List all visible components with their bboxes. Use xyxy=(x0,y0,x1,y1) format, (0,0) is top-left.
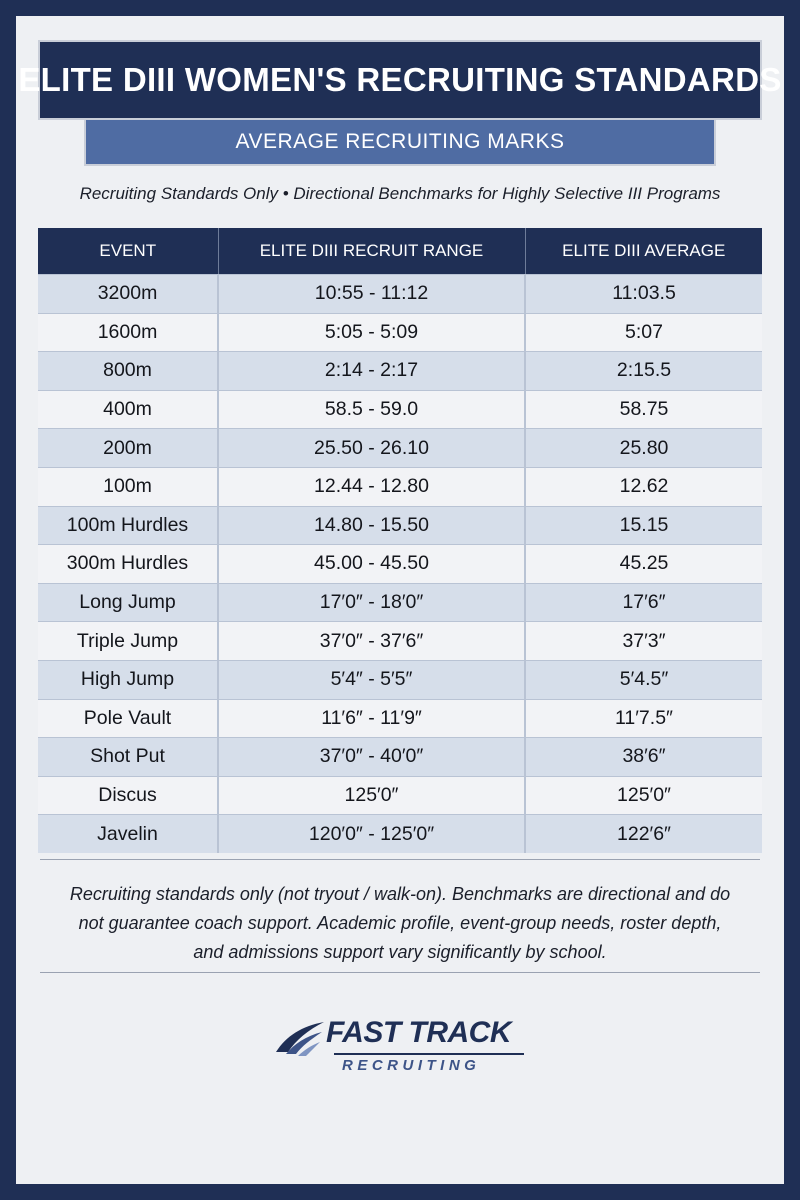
document-frame xyxy=(16,16,784,1184)
table-row xyxy=(38,545,762,584)
column-header-event: EVENT xyxy=(38,228,218,275)
disclaimer-text: Recruiting standards only (not tryout / walk-on). Benchmarks are directional and do not guarantee coach support. Academic profile, event-group needs, roster depth, and admissions support vary significantly by school. xyxy=(69,884,731,962)
event-cell: 800m xyxy=(38,352,218,391)
range-cell: 5′4″ - 5′5″ xyxy=(218,660,525,699)
range-cell: 11′6″ - 11′9″ xyxy=(218,699,525,738)
range-cell: 58.5 - 59.0 xyxy=(218,390,525,429)
page-title: ELITE DIII WOMEN'S RECRUITING STANDARDS xyxy=(38,40,762,120)
event-cell: High Jump xyxy=(38,660,218,699)
average-cell: 38′6″ xyxy=(525,738,762,777)
average-cell: 37′3″ xyxy=(525,622,762,661)
table-row xyxy=(38,467,762,506)
event-cell: 100m xyxy=(38,467,218,506)
average-cell: 125′0″ xyxy=(525,776,762,815)
table-row xyxy=(38,660,762,699)
range-cell: 14.80 - 15.50 xyxy=(218,506,525,545)
average-cell: 2:15.5 xyxy=(525,352,762,391)
table-row xyxy=(38,390,762,429)
average-cell: 58.75 xyxy=(525,390,762,429)
event-cell: Triple Jump xyxy=(38,622,218,661)
event-cell: Shot Put xyxy=(38,738,218,777)
event-cell: Long Jump xyxy=(38,583,218,622)
table-row xyxy=(38,583,762,622)
event-cell: 200m xyxy=(38,429,218,468)
tagline: Recruiting Standards Only • Directional Benchmarks for Highly Selective III Programs xyxy=(79,184,721,203)
logo-secondary-text: RECRUITING xyxy=(342,1057,481,1074)
table-row xyxy=(38,622,762,661)
average-cell: 5:07 xyxy=(525,313,762,352)
event-cell: 1600m xyxy=(38,313,218,352)
range-cell: 17′0″ - 18′0″ xyxy=(218,583,525,622)
event-cell: 400m xyxy=(38,390,218,429)
average-cell: 15.15 xyxy=(525,506,762,545)
range-cell: 25.50 - 26.10 xyxy=(218,429,525,468)
divider-top xyxy=(40,859,760,860)
table-row xyxy=(38,776,762,815)
range-cell: 10:55 - 11:12 xyxy=(218,275,525,314)
range-cell: 37′0″ - 40′0″ xyxy=(218,738,525,777)
average-cell: 17′6″ xyxy=(525,583,762,622)
table-row xyxy=(38,815,762,853)
table-row xyxy=(38,738,762,777)
event-cell: 3200m xyxy=(38,275,218,314)
average-cell: 12.62 xyxy=(525,467,762,506)
brand-logo xyxy=(272,1016,532,1076)
average-cell: 45.25 xyxy=(525,545,762,584)
standards-table xyxy=(38,228,762,853)
range-cell: 12.44 - 12.80 xyxy=(218,467,525,506)
table-row xyxy=(38,352,762,391)
average-cell: 11′7.5″ xyxy=(525,699,762,738)
event-cell: Discus xyxy=(38,776,218,815)
range-cell: 2:14 - 2:17 xyxy=(218,352,525,391)
event-cell: Pole Vault xyxy=(38,699,218,738)
table-header-row xyxy=(38,228,762,275)
average-cell: 25.80 xyxy=(525,429,762,468)
table-row xyxy=(38,429,762,468)
table-row xyxy=(38,699,762,738)
column-header-range: ELITE DIII RECRUIT RANGE xyxy=(218,228,525,275)
table-row xyxy=(38,313,762,352)
range-cell: 125′0″ xyxy=(218,776,525,815)
page-subtitle: AVERAGE RECRUITING MARKS xyxy=(84,120,716,166)
event-cell: 300m Hurdles xyxy=(38,545,218,584)
range-cell: 120′0″ - 125′0″ xyxy=(218,815,525,853)
range-cell: 45.00 - 45.50 xyxy=(218,545,525,584)
event-cell: 100m Hurdles xyxy=(38,506,218,545)
table-row xyxy=(38,506,762,545)
average-cell: 5′4.5″ xyxy=(525,660,762,699)
average-cell: 11:03.5 xyxy=(525,275,762,314)
range-cell: 5:05 - 5:09 xyxy=(218,313,525,352)
average-cell: 122′6″ xyxy=(525,815,762,853)
event-cell: Javelin xyxy=(38,815,218,853)
table-row xyxy=(38,275,762,314)
swoosh-logo-icon xyxy=(272,1018,328,1058)
logo-primary-text: FAST TRACK xyxy=(326,1016,511,1049)
divider-bottom xyxy=(40,972,760,973)
logo-rule xyxy=(334,1053,524,1055)
range-cell: 37′0″ - 37′6″ xyxy=(218,622,525,661)
column-header-average: ELITE DIII AVERAGE xyxy=(525,228,762,275)
